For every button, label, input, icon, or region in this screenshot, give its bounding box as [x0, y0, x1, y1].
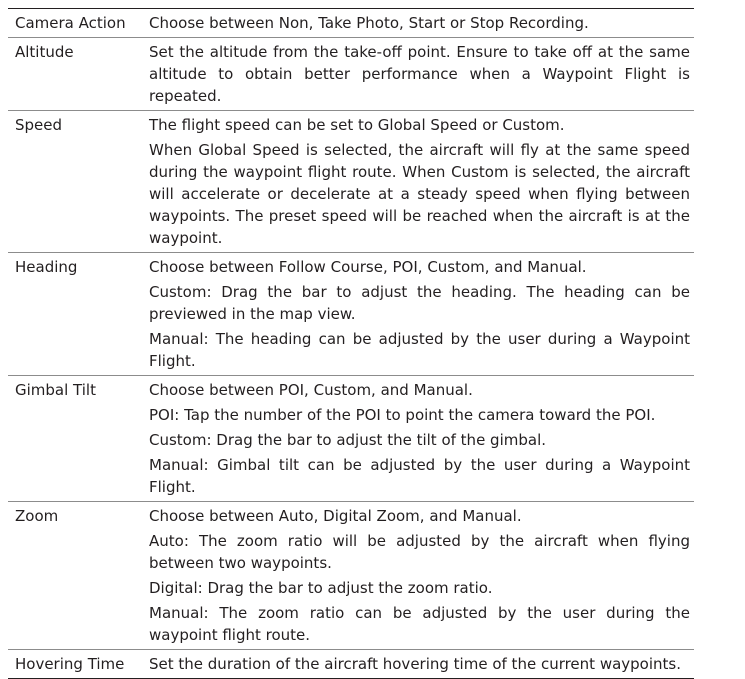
waypoint-settings-table	[8, 8, 694, 679]
row-speed	[8, 111, 694, 253]
description-paragraph: Digital: Drag the bar to adjust the zoom ratio.	[149, 579, 493, 597]
row-heading	[8, 253, 694, 376]
description-paragraph: Choose between Follow Course, POI, Custom, and Manual.	[149, 258, 587, 276]
term-hovering-time: Hovering Time	[15, 655, 125, 673]
description-altitude	[149, 38, 694, 111]
description-camera-action	[149, 9, 694, 38]
description-paragraph: Manual: The zoom ratio can be adjusted by the user during the waypoint flight route.	[149, 604, 690, 644]
description-speed	[149, 111, 694, 253]
description-paragraph: Choose between Auto, Digital Zoom, and Manual.	[149, 507, 522, 525]
term-speed: Speed	[15, 116, 63, 134]
description-paragraph: Auto: The zoom ratio will be adjusted by the aircraft when flying between two waypoints.	[149, 532, 690, 572]
description-paragraph: POI: Tap the number of the POI to point the camera toward the POI.	[149, 406, 656, 424]
row-hovering-time	[8, 650, 694, 679]
row-camera-action	[8, 9, 694, 38]
description-paragraph: Custom: Drag the bar to adjust the heading. The heading can be previewed in the map view.	[149, 283, 690, 323]
description-gimbal-tilt	[149, 376, 694, 502]
description-paragraph: Manual: Gimbal tilt can be adjusted by the user during a Waypoint Flight.	[149, 456, 690, 496]
term-gimbal-tilt: Gimbal Tilt	[15, 381, 96, 399]
row-altitude	[8, 38, 694, 111]
description-paragraph: When Global Speed is selected, the aircraft will fly at the same speed during the waypoint flight route. When Custom is selected, the aircraft will accelerate or decelerate at a steady speed when flying between waypoints. The preset speed will be reached when the aircraft is at the waypoint.	[149, 141, 690, 247]
description-paragraph: Manual: The heading can be adjusted by the user during a Waypoint Flight.	[149, 330, 690, 370]
description-paragraph: The flight speed can be set to Global Speed or Custom.	[149, 116, 565, 134]
description-paragraph: Choose between Non, Take Photo, Start or Stop Recording.	[149, 14, 589, 32]
description-paragraph: Custom: Drag the bar to adjust the tilt of the gimbal.	[149, 431, 547, 449]
description-paragraph: Set the altitude from the take-off point. Ensure to take off at the same altitude to obtain better performance when a Waypoint Flight is repeated.	[149, 43, 690, 105]
row-zoom	[8, 502, 694, 650]
row-gimbal-tilt	[8, 376, 694, 502]
term-altitude: Altitude	[15, 43, 74, 61]
description-zoom	[149, 502, 694, 650]
description-paragraph: Choose between POI, Custom, and Manual.	[149, 381, 473, 399]
term-zoom: Zoom	[15, 507, 59, 525]
term-heading: Heading	[15, 258, 78, 276]
description-paragraph: Set the duration of the aircraft hovering time of the current waypoints.	[149, 655, 681, 673]
description-hovering-time	[149, 650, 694, 679]
term-camera-action: Camera Action	[15, 14, 126, 32]
description-heading	[149, 253, 694, 376]
